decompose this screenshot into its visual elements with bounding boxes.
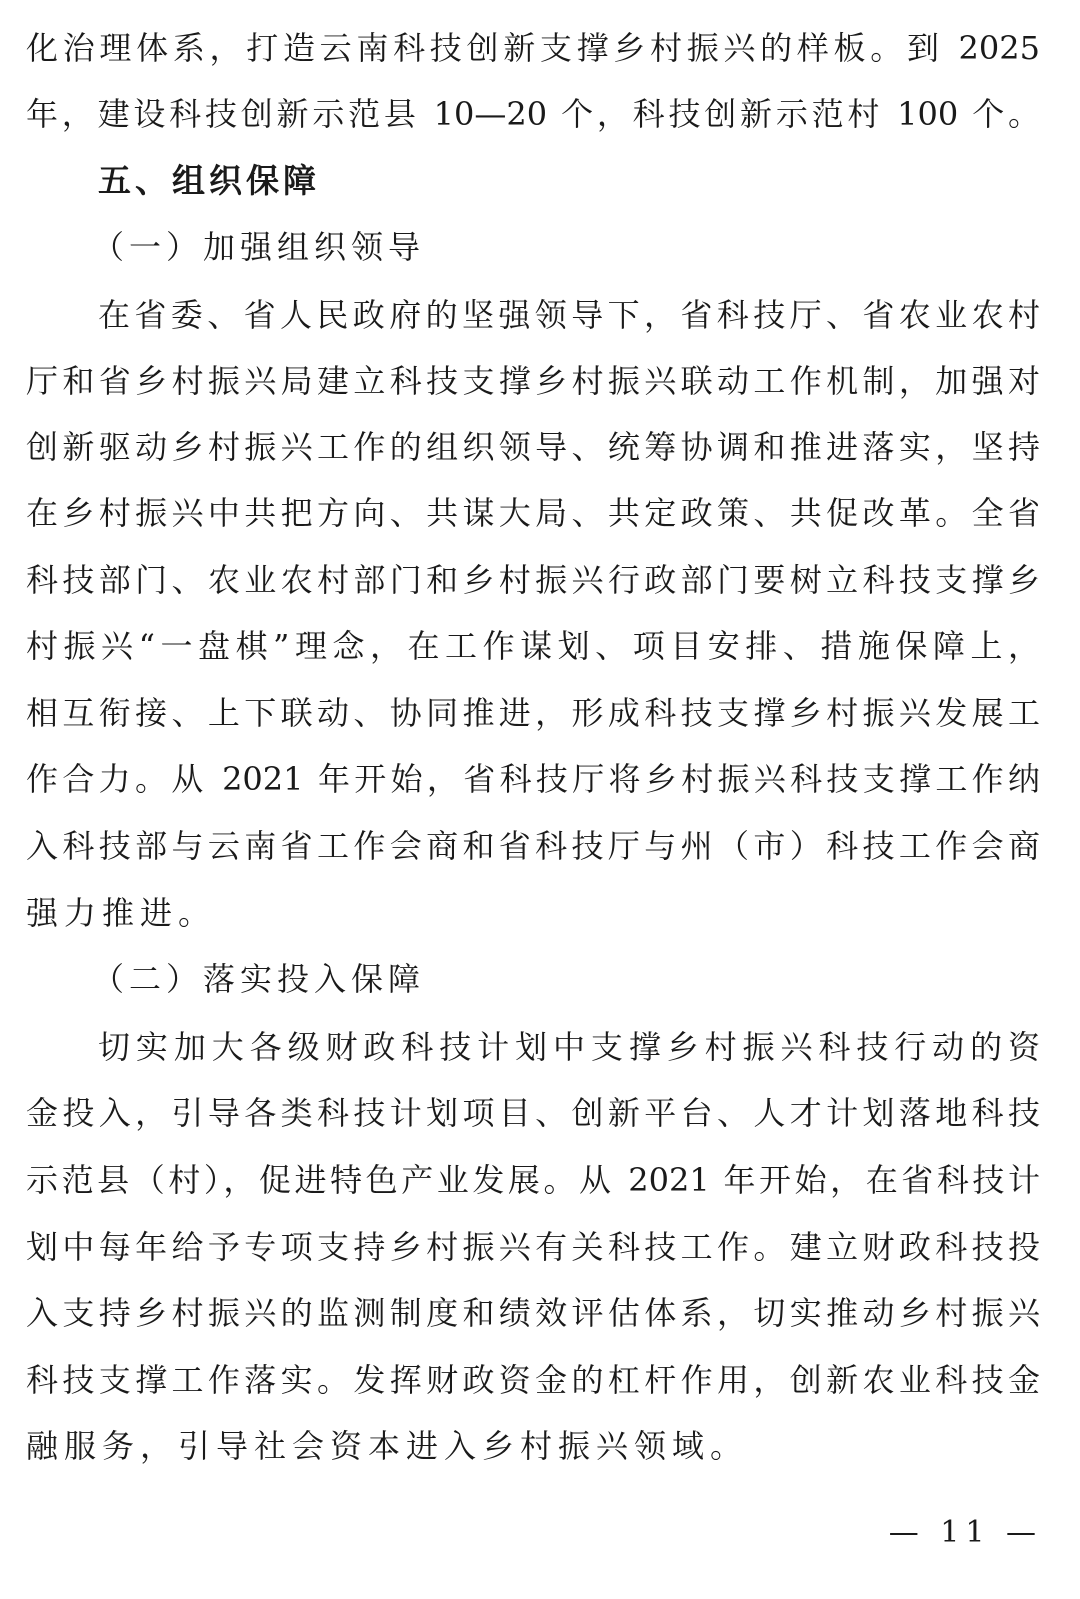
text-line: 金投入，引导各类科技计划项目、创新平台、人才计划落地科技 — [26, 1094, 1040, 1132]
text-line: 村振兴“一盘棋”理念，在工作谋划、项目安排、措施保障上， — [26, 627, 1040, 665]
text-line: 科技支撑工作落实。发挥财政资金的杠杆作用，创新农业科技金 — [26, 1361, 1040, 1399]
text-line: 切实加大各级财政科技计划中支撑乡村振兴科技行动的资 — [98, 1028, 1040, 1066]
text-line: 科技部门、农业农村部门和乡村振兴行政部门要树立科技支撑乡 — [26, 561, 1040, 599]
text-line: 厅和省乡村振兴局建立科技支撑乡村振兴联动工作机制，加强对 — [26, 362, 1040, 400]
text-line: 在乡村振兴中共把方向、共谋大局、共定政策、共促改革。全省 — [26, 494, 1040, 532]
text-line: 化治理体系，打造云南科技创新支撑乡村振兴的样板。到 2025 — [26, 29, 1040, 67]
subsection-heading: （一）加强组织领导 — [92, 228, 426, 266]
page-number: — 11 — — [888, 1515, 1042, 1550]
subsection-heading: （二）落实投入保障 — [92, 960, 426, 998]
text-line: 年，建设科技创新示范县 10—20 个，科技创新示范村 100 个。 — [26, 95, 1040, 133]
text-line: 作合力。从 2021 年开始，省科技厅将乡村振兴科技支撑工作纳 — [26, 760, 1040, 798]
text-line: 入支持乡村振兴的监测制度和绩效评估体系，切实推动乡村振兴 — [26, 1294, 1040, 1332]
text-line: 融服务，引导社会资本进入乡村振兴领域。 — [26, 1427, 749, 1465]
text-line: 入科技部与云南省工作会商和省科技厅与州（市）科技工作会商 — [26, 827, 1040, 865]
section-heading: 五、组织保障 — [98, 161, 320, 200]
text-line: 在省委、省人民政府的坚强领导下，省科技厅、省农业农村 — [98, 296, 1040, 334]
text-line: 强力推进。 — [26, 894, 217, 932]
text-line: 相互衔接、上下联动、协同推进，形成科技支撑乡村振兴发展工 — [26, 694, 1040, 732]
text-line: 示范县（村），促进特色产业发展。从 2021 年开始，在省科技计 — [26, 1161, 1040, 1199]
text-line: 划中每年给予专项支持乡村振兴有关科技工作。建立财政科技投 — [26, 1228, 1040, 1266]
text-line: 创新驱动乡村振兴工作的组织领导、统筹协调和推进落实，坚持 — [26, 428, 1040, 466]
